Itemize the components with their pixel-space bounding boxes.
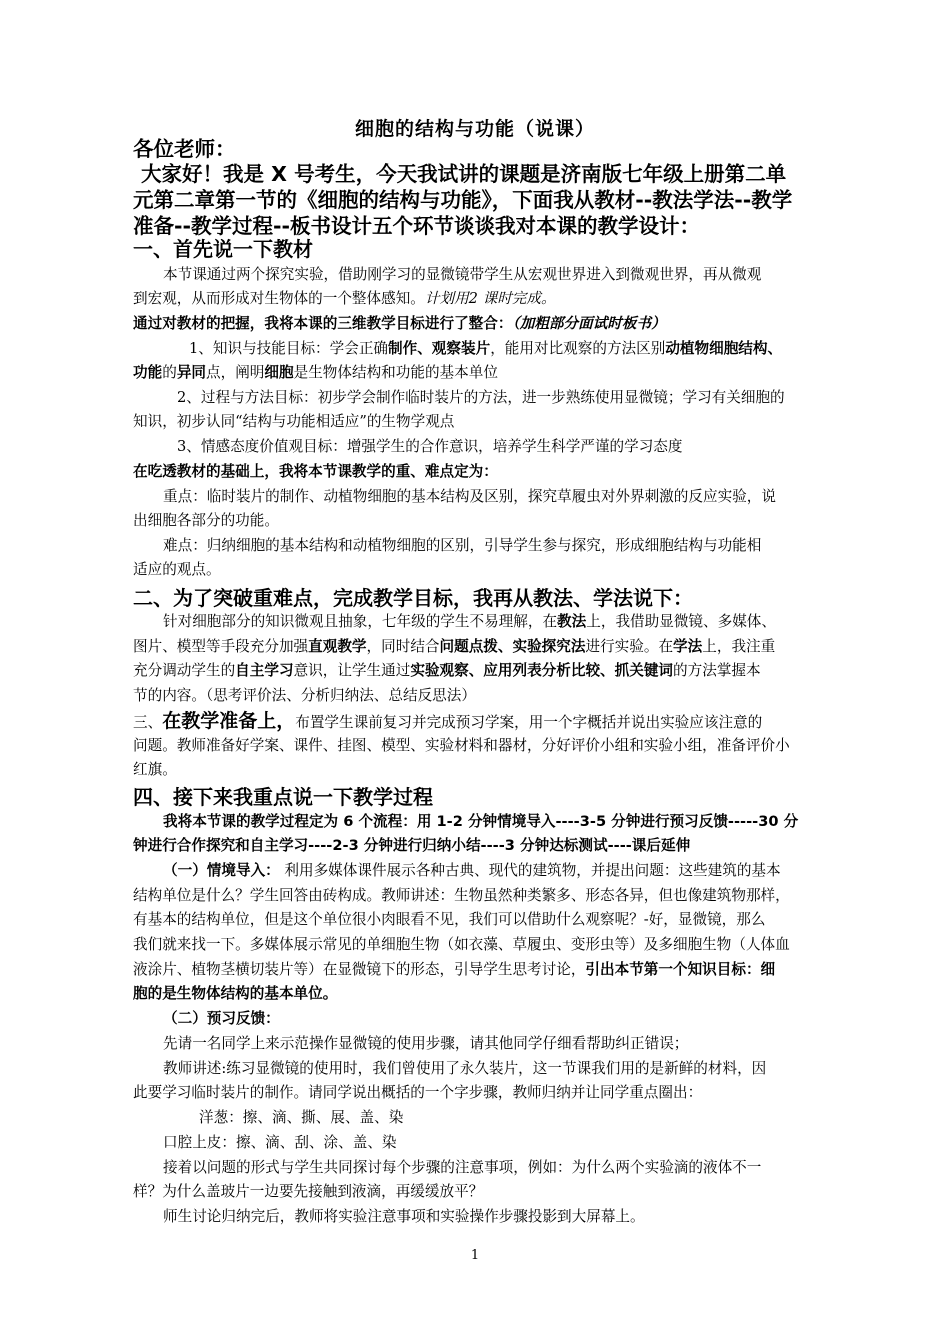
section-3-line-2: 问题。教师准备好学案、课件、挂图、模型、实验材料和器材，分好评价小组和实验小组，准备评价小	[133, 737, 790, 754]
goal-2-line-2: 知识，初步认同“结构与功能相适应”的生物学观点	[133, 413, 455, 430]
s1-paragraph-line-1: 本节课通过两个探究实验，借助刚学习的显微镜带学生从宏观世界进入到微观世界，再从微观	[163, 266, 762, 283]
cheek-steps: 口腔上皮：擦、滴、刮、涂、盖、染	[163, 1134, 397, 1151]
preview-line-2: 教师讲述:练习显微镜的使用时，我们曾使用了永久装片，这一节课我们用的是新鲜的材料，因	[163, 1060, 767, 1077]
onion-steps: 洋葱：擦、滴、撕、展、盖、染	[199, 1109, 404, 1126]
situation-line-4: 我们就来找一下。多媒体展示常见的单细胞生物（如衣藻、草履虫、变形虫等）及多细胞生物（人体血	[133, 936, 790, 953]
preview-line-3: 此要学习临时装片的制作。请同学说出概括的一个字步骤，教师归纳并让同学重点圈出：	[133, 1084, 703, 1101]
intro-line-3: 准备--教学过程--板书设计五个环节谈谈我对本课的教学设计：	[133, 214, 701, 238]
document-title: 细胞的结构与功能（说课）	[354, 118, 595, 140]
process-flow-line-2: 钟进行合作探究和自主学习----2-3 分钟进行归纳小结----3 分钟达标测试----课后延伸	[133, 837, 691, 854]
preview-line-4: 接着以问题的形式与学生共同探讨每个步骤的注意事项，例如：为什么两个实验滴的液体不一	[163, 1159, 762, 1176]
key-point-line-2: 出细胞各部分的功能。	[133, 512, 279, 529]
goal-1-line-1: 1、知识与技能目标：学会正确制作、观察装片，能用对比观察的方法区别动植物细胞结构、	[189, 340, 783, 357]
situation-line-6: 胞的是生物体结构的基本单位。	[133, 985, 338, 1002]
section-3-line-1: 三、在教学准备上，布置学生课前复习并完成预习学案，用一个字概括并说出实验应该注意的	[133, 710, 763, 732]
section-1-heading: 一、首先说一下教材	[133, 237, 313, 261]
page-number: 1	[470, 1248, 480, 1263]
preview-line-6: 师生讨论归纳完后，教师将实验注意事项和实验操作步骤投影到大屏幕上。	[163, 1208, 645, 1225]
preview-feedback-label: （二）预习反馈：	[163, 1010, 280, 1027]
difficulty-line-2: 适应的观点。	[133, 561, 221, 578]
preview-line-5: 样？为什么盖玻片一边要先接触到液滴，再缓缓放平？	[133, 1183, 484, 1200]
situation-line-5: 液涂片、植物茎横切装片等）在显微镜下的形态，引导学生思考讨论，引出本节第一个知识目标：细	[133, 961, 776, 978]
section-3-line-3: 红旗。	[133, 761, 177, 778]
process-flow-line-1: 我将本节课的教学过程定为 6 个流程：用 1-2 分钟情境导入----3-5 分钟进行预习反馈-----30 分	[163, 813, 799, 830]
s2-line-2: 图片、模型等手段充分加强直观教学，同时结合问题点拨、实验探究法进行实验。在学法上，我注重	[133, 638, 776, 655]
intro-line-1: 大家好！我是 X 号考生，今天我试讲的课题是济南版七年级上册第二单	[141, 162, 787, 186]
goal-2-line-1: 2、过程与方法目标：初步学会制作临时装片的方法，进一步熟练使用显微镜；学习有关细胞的	[177, 389, 785, 406]
s2-line-1: 针对细胞部分的知识微观且抽象，七年级的学生不易理解，在教法上，我借助显微镜、多媒体、	[163, 613, 776, 630]
s2-line-3: 充分调动学生的自主学习意识，让学生通过实验观察、应用列表分析比较、抓关键词的方法掌握本	[133, 662, 761, 679]
situation-line-2: 结构单位是什么？学生回答由砖构成。教师讲述：生物虽然种类繁多、形态各异，但也像建筑物那样，	[133, 887, 790, 904]
section-2-heading: 二、为了突破重难点，完成教学目标，我再从教法、学法说下：	[133, 586, 693, 610]
greeting: 各位老师：	[133, 137, 236, 161]
preview-line-1: 先请一名同学上来示范操作显微镜的使用步骤，请其他同学仔细看帮助纠正错误；	[163, 1035, 689, 1052]
intro-line-2: 元第二章第一节的《细胞的结构与功能》，下面我从教材--教法学法--教学	[133, 188, 793, 212]
goal-1-line-2: 功能的异同点，阐明细胞是生物体结构和功能的基本单位	[133, 364, 498, 381]
situation-line-3: 有基本的结构单位，但是这个单位很小肉眼看不见，我们可以借助什么观察呢？-好，显微镜，那么	[133, 911, 766, 928]
section-4-heading: 四、接下来我重点说一下教学过程	[133, 785, 433, 809]
s2-line-4: 节的内容。（思考评价法、分析归纳法、总结反思法）	[133, 687, 476, 704]
difficulty-line-1: 难点：归纳细胞的基本结构和动植物细胞的区别，引导学生参与探究，形成细胞结构与功能相	[163, 537, 762, 554]
s1-paragraph-line-2: 到宏观，从而形成对生物体的一个整体感知。计划用2 课时完成。	[133, 290, 556, 307]
goals-lead: 通过对教材的把握，我将本课的三维教学目标进行了整合：（加粗部分面试时板书）	[133, 315, 666, 332]
key-points-lead: 在吃透教材的基础上，我将本节课教学的重、难点定为：	[133, 463, 498, 480]
situation-line-1: （一）情境导入： 利用多媒体课件展示各种古典、现代的建筑物，并提出问题：这些建筑的基本	[163, 862, 781, 879]
key-point-line-1: 重点：临时装片的制作、动植物细胞的基本结构及区别，探究草履虫对外界刺激的反应实验，说	[163, 488, 776, 505]
goal-3: 3、情感态度价值观目标：增强学生的合作意识，培养学生科学严谨的学习态度	[177, 438, 683, 455]
